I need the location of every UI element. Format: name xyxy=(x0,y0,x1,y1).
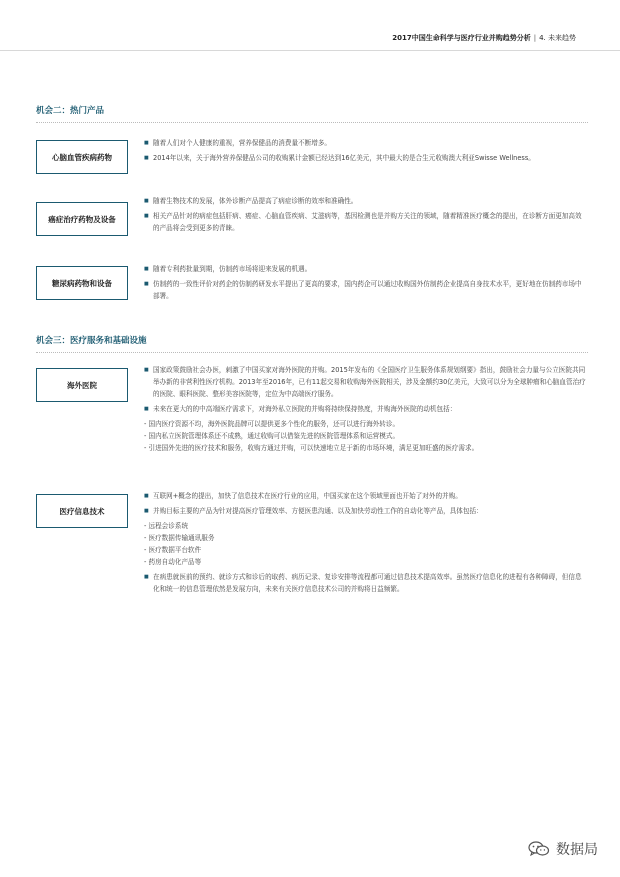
bullet-item: ■ 随着人们对个人健康的重视，营养保健品的消费量不断增多。 xyxy=(144,137,588,149)
report-title: 2017中国生命科学与医疗行业并购趋势分析 xyxy=(392,34,531,42)
sub-item: - 医疗数据平台软件 xyxy=(144,546,202,554)
content-cancer-treatment xyxy=(144,195,588,237)
sub-item: - 国内医疗资源不均，海外医院品牌可以提供更多个性化的服务，还可以进行海外转诊。 xyxy=(144,420,400,428)
bullet-item: ■ 互联网+概念的提出，加快了信息技术在医疗行业的应用，中国买家在这个领域里面也开始了对外的并购。 xyxy=(144,490,588,502)
section-title-hot-products: 机会二：热门产品 xyxy=(36,106,105,116)
bullet-item: ■ 在病患就医前的预约、就诊方式和诊后的取药、病历记录、复诊安排等流程都可通过信息技术提高效率。虽然医疗信息化的进程有各种障碍，但信息化和统一的信息管理依然是发展方向，未来有关医疗信息技术公司的并购将日益频繁。 xyxy=(144,571,588,595)
label-overseas-hospitals: 海外医院 xyxy=(36,368,128,402)
header-rule xyxy=(0,50,620,51)
wechat-icon xyxy=(528,841,550,857)
label-cardio-drugs: 心脑血管疾病药物 xyxy=(36,140,128,174)
sub-item: - 药房自动化产品等 xyxy=(144,558,202,566)
sub-item: - 国内私立医院管理体系还不成熟，通过收购可以借鉴先进的医院管理体系和运营模式。 xyxy=(144,432,400,440)
content-medical-it xyxy=(144,490,588,598)
label-medical-it: 医疗信息技术 xyxy=(36,494,128,528)
bullet-item: ■ 随着生物技术的发展，体外诊断产品提高了病症诊断的效率和准确性。 xyxy=(144,195,588,207)
watermark xyxy=(528,839,598,859)
content-cardio-drugs xyxy=(144,137,588,167)
sub-item: - 引进国外先进的医疗技术和服务，收购方通过并购，可以快速地立足于新的市场环境，满足更加旺盛的医疗需求。 xyxy=(144,444,479,452)
bullet-item: ■ 未来在更大的的中高端医疗需求下，对海外私立医院的并购将持续保持热度，并购海外医院的动机包括： xyxy=(144,403,588,415)
label-cancer-treatment: 癌症治疗药物及设备 xyxy=(36,202,128,236)
watermark-text: 数据局 xyxy=(556,842,598,858)
section-title-medical-services: 机会三：医疗服务和基础设施 xyxy=(36,336,147,346)
bullet-item: ■ 国家政策鼓励社会办医，刺激了中国买家对海外医院的并购。2015年发布的《全国医疗卫生服务体系规划纲要》指出，鼓励社会力量与公立医院共同举办新的非营利性医疗机构。2013年至2016年，已有11起交易和收购海外医院相关，涉及金额约30亿美元，大致可以分为全球肿瘤和心脑血管治疗的医院、眼科医院、整形美容医院等，定位为中高端医疗服务。 xyxy=(144,364,588,400)
bullet-item: ■ 随着专利药批量到期，仿制药市场将迎来发展的机遇。 xyxy=(144,263,588,275)
bullet-item: ■ 仿制药的一致性评价对药企的仿制药研发水平提出了更高的要求，国内药企可以通过收购国外仿制药企业提高自身技术水平，更好地在仿制药市场中部署。 xyxy=(144,278,588,302)
header-section: 4. 未来趋势 xyxy=(539,34,576,42)
bullet-item: ■ 相关产品针对的病症包括肝病、癌症、心脑血管疾病、艾滋病等，基因检测也是并购方关注的领域，随着精准医疗概念的提出，在诊断方面更加高效的产品将会受到更多的青睐。 xyxy=(144,210,588,234)
bullet-item: ■ 并购目标主要的产品为针对提高医疗管理效率、方便医患沟通、以及加快劳动性工作的自动化等产品，具体包括： xyxy=(144,505,588,517)
sub-item: - 远程会诊系统 xyxy=(144,522,189,530)
header-separator: | xyxy=(533,34,537,42)
content-overseas-hospitals xyxy=(144,364,588,454)
label-diabetes-drugs: 糖尿病药物和设备 xyxy=(36,266,128,300)
page-header xyxy=(392,33,576,43)
sub-item: - 医疗数据传输通讯服务 xyxy=(144,534,215,542)
bullet-item: ■ 2014年以来，关于海外营养保健品公司的收购累计金额已经达到16亿美元，其中最大的是合生元收购澳大利亚Swisse Wellness。 xyxy=(144,152,588,164)
section-divider xyxy=(36,352,588,353)
content-diabetes-drugs xyxy=(144,263,588,305)
section-divider xyxy=(36,122,588,123)
